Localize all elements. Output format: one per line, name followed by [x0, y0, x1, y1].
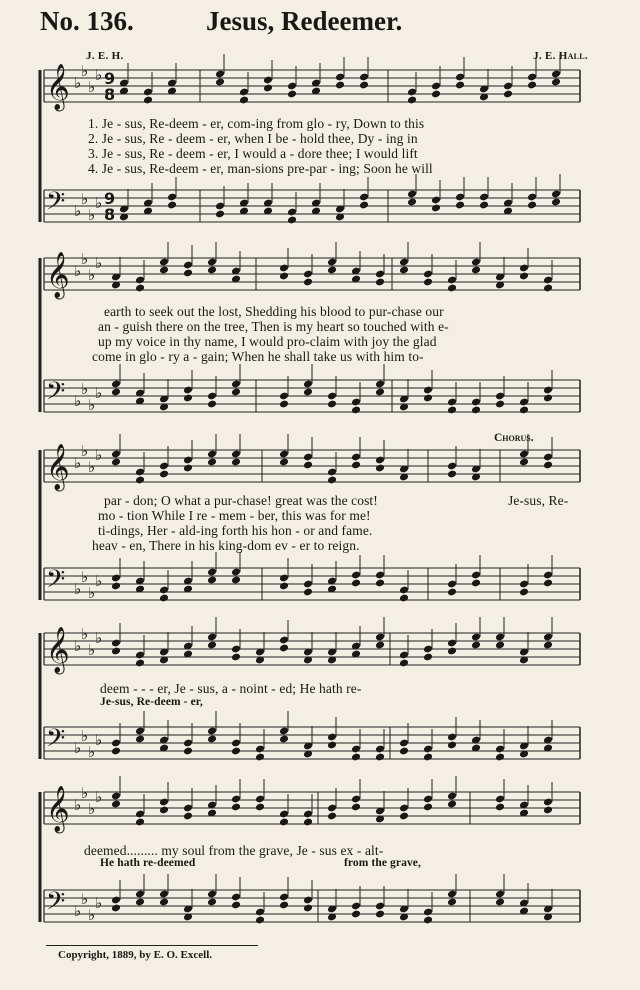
- note-head: [279, 458, 289, 467]
- note-head: [327, 266, 337, 275]
- flat-icon: ♭: [95, 894, 103, 912]
- note-head: [399, 659, 409, 668]
- note-head: [399, 594, 409, 603]
- copyright: Copyright, 1889, by E. O. Excell.: [58, 949, 213, 961]
- lyric-line: mo - tion While I re - mem - ber, this was for me!: [98, 508, 371, 523]
- lyric-line: 1. Je - sus, Re-deem - er, com-ing from glo - ry, Down to this: [88, 116, 425, 131]
- note-head: [519, 588, 529, 597]
- lyric-line: heav - en, There in his king-dom ev - er to reign.: [92, 538, 360, 553]
- note-head: [207, 266, 217, 275]
- note-head: [375, 579, 385, 588]
- note-head: [135, 476, 145, 485]
- note-head: [471, 406, 481, 415]
- note-head: [407, 96, 417, 105]
- flat-icon: ♭: [74, 902, 82, 920]
- note-head: [327, 476, 337, 485]
- flat-icon: ♭: [88, 458, 96, 476]
- lyric-line: an - guish there on the tree, Then is my heart so touched with e-: [98, 319, 449, 334]
- flat-icon: ♭: [88, 584, 96, 602]
- note-head: [431, 90, 441, 99]
- treble-clef-icon: 𝄞: [46, 786, 70, 832]
- note-head: [447, 800, 457, 809]
- note-head: [447, 406, 457, 415]
- note-head: [399, 747, 409, 756]
- note-head: [495, 898, 505, 907]
- flat-icon: ♭: [81, 890, 89, 908]
- note-head: [359, 201, 369, 210]
- flat-icon: ♭: [88, 78, 96, 96]
- note-head: [183, 747, 193, 756]
- note-head: [519, 406, 529, 415]
- treble-clef-icon: 𝄞: [46, 252, 70, 298]
- flat-icon: ♭: [74, 739, 82, 757]
- note-head: [423, 278, 433, 287]
- lyric-line: earth to seek out the lost, Shedding his blood to pur-chase our: [104, 304, 444, 319]
- flat-icon: ♭: [95, 788, 103, 806]
- note-head: [351, 803, 361, 812]
- note-head: [543, 461, 553, 470]
- bass-clef-icon: 𝄢: [46, 724, 66, 759]
- note-head: [503, 90, 513, 99]
- note-head: [207, 458, 217, 467]
- note-head: [135, 818, 145, 827]
- note-head: [287, 90, 297, 99]
- note-head: [447, 741, 457, 750]
- note-head: [231, 653, 241, 662]
- hymn-title: Jesus, Redeemer.: [206, 6, 403, 36]
- note-head: [423, 394, 433, 403]
- note-head: [543, 394, 553, 403]
- lyric-line: deemed......... my soul from the grave, Je - sus ex - alt-: [84, 843, 384, 858]
- lyric-line: up my voice in thy name, I would pro-claim with joy the glad: [98, 334, 437, 349]
- note-head: [327, 812, 337, 821]
- note-head: [471, 266, 481, 275]
- note-head: [111, 747, 121, 756]
- flat-icon: ♭: [95, 194, 103, 212]
- note-head: [375, 753, 385, 762]
- note-head: [263, 84, 273, 93]
- note-head: [543, 806, 553, 815]
- flat-icon: ♭: [74, 392, 82, 410]
- bass-clef-icon: 𝄢: [46, 887, 66, 922]
- note-head: [111, 458, 121, 467]
- note-head: [183, 812, 193, 821]
- note-head: [335, 81, 345, 90]
- note-head: [167, 201, 177, 210]
- note-head: [359, 81, 369, 90]
- note-head: [351, 579, 361, 588]
- flat-icon: ♭: [74, 74, 82, 92]
- note-head: [495, 400, 505, 409]
- clefs: [46, 64, 70, 922]
- hymn-number: No. 136.: [40, 6, 134, 36]
- note-head: [495, 803, 505, 812]
- flat-icon: ♭: [81, 62, 89, 80]
- note-head: [279, 400, 289, 409]
- note-head: [279, 735, 289, 744]
- note-head: [159, 594, 169, 603]
- flat-icon: ♭: [74, 796, 82, 814]
- flat-icon: ♭: [81, 250, 89, 268]
- footer-rule: [46, 945, 258, 946]
- note-head: [471, 579, 481, 588]
- flat-icon: ♭: [81, 380, 89, 398]
- note-head: [231, 576, 241, 585]
- note-head: [111, 904, 121, 913]
- note-head: [231, 803, 241, 812]
- note-head: [447, 470, 457, 479]
- note-head: [303, 278, 313, 287]
- note-head: [519, 458, 529, 467]
- note-head: [255, 753, 265, 762]
- treble-clef-icon: 𝄞: [46, 444, 70, 490]
- time-signature: 9: [104, 69, 116, 88]
- note-head: [135, 659, 145, 668]
- note-head: [111, 388, 121, 397]
- flat-icon: ♭: [74, 580, 82, 598]
- note-head: [279, 901, 289, 910]
- chorus-label: Chorus.: [494, 432, 534, 444]
- note-head: [351, 753, 361, 762]
- note-heads: [111, 54, 561, 924]
- note-head: [207, 576, 217, 585]
- flat-icon: ♭: [95, 572, 103, 590]
- note-head: [231, 458, 241, 467]
- note-head: [207, 641, 217, 650]
- note-head: [327, 400, 337, 409]
- note-head: [351, 406, 361, 415]
- lyric-line: deem - - - er, Je - sus, a - noint - ed; He hath re-: [100, 681, 362, 696]
- note-head: [111, 582, 121, 591]
- bass-lyric-line: Je-sus, Re-deem - er,: [100, 696, 203, 708]
- note-head: [351, 910, 361, 919]
- flat-icon: ♭: [88, 800, 96, 818]
- flat-icon: ♭: [88, 266, 96, 284]
- flat-icon: ♭: [88, 206, 96, 224]
- flat-icon: ♭: [88, 396, 96, 414]
- note-head: [423, 916, 433, 925]
- note-head: [111, 647, 121, 656]
- lyric-line: ti-dings, Her - ald-ing forth his hon - or and fame.: [98, 523, 373, 538]
- note-head: [135, 735, 145, 744]
- note-head: [551, 198, 561, 207]
- note-head: [495, 753, 505, 762]
- time-signature: 9: [104, 189, 116, 208]
- bass-clef-icon: 𝄢: [46, 565, 66, 600]
- flat-icon: ♭: [81, 190, 89, 208]
- note-head: [239, 96, 249, 105]
- flat-icon: ♭: [95, 384, 103, 402]
- flat-icon: ♭: [74, 637, 82, 655]
- time-signature: 8: [104, 205, 116, 224]
- time-signature: 8: [104, 85, 116, 104]
- note-head: [159, 806, 169, 815]
- note-head: [231, 747, 241, 756]
- note-head: [351, 461, 361, 470]
- note-head: [375, 278, 385, 287]
- note-head: [399, 266, 409, 275]
- flat-icon: ♭: [95, 66, 103, 84]
- note-head: [407, 198, 417, 207]
- flat-icon: ♭: [81, 568, 89, 586]
- note-head: [159, 470, 169, 479]
- note-head: [543, 284, 553, 293]
- note-head: [423, 653, 433, 662]
- note-head: [519, 272, 529, 281]
- note-head: [495, 641, 505, 650]
- note-head: [303, 588, 313, 597]
- note-head: [431, 204, 441, 213]
- lyric-line: 4. Je - sus, Re-deem - er, man-sions pre-par - ing; Soon he will: [88, 161, 433, 176]
- note-head: [215, 210, 225, 219]
- lyric-line: par - don; O what a pur-chase! great was the cost!: [104, 493, 378, 508]
- note-head: [327, 741, 337, 750]
- lyric-line: 2. Je - sus, Re - deem - er, when I be - hold thee, Dy - ing in: [88, 131, 418, 146]
- note-head: [527, 201, 537, 210]
- note-head: [279, 582, 289, 591]
- flat-icon: ♭: [95, 731, 103, 749]
- flat-icon: ♭: [95, 629, 103, 647]
- flat-icon: ♭: [74, 262, 82, 280]
- note-head: [279, 644, 289, 653]
- note-head: [159, 266, 169, 275]
- flat-icon: ♭: [95, 254, 103, 272]
- note-head: [303, 904, 313, 913]
- words-credit: J. E. H.: [86, 50, 124, 62]
- note-head: [375, 641, 385, 650]
- note-head: [455, 81, 465, 90]
- note-head: [183, 464, 193, 473]
- music-credit: J. E. Hall.: [533, 50, 588, 62]
- note-head: [399, 812, 409, 821]
- note-head: [143, 96, 153, 105]
- flat-icon: ♭: [95, 446, 103, 464]
- note-head: [215, 78, 225, 87]
- note-head: [207, 400, 217, 409]
- chorus-lyric: Je-sus, Re-: [508, 493, 569, 508]
- note-head: [375, 388, 385, 397]
- note-head: [135, 284, 145, 293]
- flat-icon: ♭: [81, 442, 89, 460]
- flat-icon: ♭: [81, 625, 89, 643]
- note-head: [303, 818, 313, 827]
- note-head: [375, 464, 385, 473]
- note-head: [479, 201, 489, 210]
- flat-icon: ♭: [88, 743, 96, 761]
- note-head: [231, 388, 241, 397]
- flat-icon: ♭: [81, 784, 89, 802]
- flat-icon: ♭: [74, 454, 82, 472]
- note-head: [287, 216, 297, 225]
- note-head: [207, 898, 217, 907]
- lyric-line: come in glo - ry a - gain; When he shall take us with him to-: [92, 349, 424, 364]
- note-head: [135, 898, 145, 907]
- note-head: [543, 579, 553, 588]
- note-head: [471, 641, 481, 650]
- note-head: [447, 284, 457, 293]
- note-head: [303, 388, 313, 397]
- note-head: [447, 898, 457, 907]
- note-head: [303, 461, 313, 470]
- bass-clef-icon: 𝄢: [46, 187, 66, 222]
- note-head: [375, 910, 385, 919]
- note-head: [159, 898, 169, 907]
- note-head: [255, 916, 265, 925]
- note-head: [455, 201, 465, 210]
- note-head: [231, 901, 241, 910]
- note-head: [423, 803, 433, 812]
- lyric-line: 3. Je - sus, Re - deem - er, I would a - dore thee; I would lift: [88, 146, 418, 161]
- note-head: [183, 394, 193, 403]
- flat-icon: ♭: [88, 906, 96, 924]
- flat-icon: ♭: [81, 727, 89, 745]
- note-head: [423, 753, 433, 762]
- treble-clef-icon: 𝄞: [46, 627, 70, 673]
- note-head: [279, 818, 289, 827]
- note-head: [183, 269, 193, 278]
- note-head: [527, 81, 537, 90]
- bass-lyric-line: He hath re-deemed: [100, 857, 196, 869]
- flat-icon: ♭: [88, 641, 96, 659]
- note-head: [279, 272, 289, 281]
- bass-clef-icon: 𝄢: [46, 377, 66, 412]
- note-head: [111, 800, 121, 809]
- treble-clef-icon: 𝄞: [46, 64, 70, 110]
- note-head: [543, 641, 553, 650]
- note-head: [551, 78, 561, 87]
- bass-lyric-line: from the grave,: [344, 857, 421, 869]
- note-head: [255, 803, 265, 812]
- note-head: [207, 735, 217, 744]
- flat-icon: ♭: [74, 202, 82, 220]
- note-head: [447, 588, 457, 597]
- note-head: [447, 647, 457, 656]
